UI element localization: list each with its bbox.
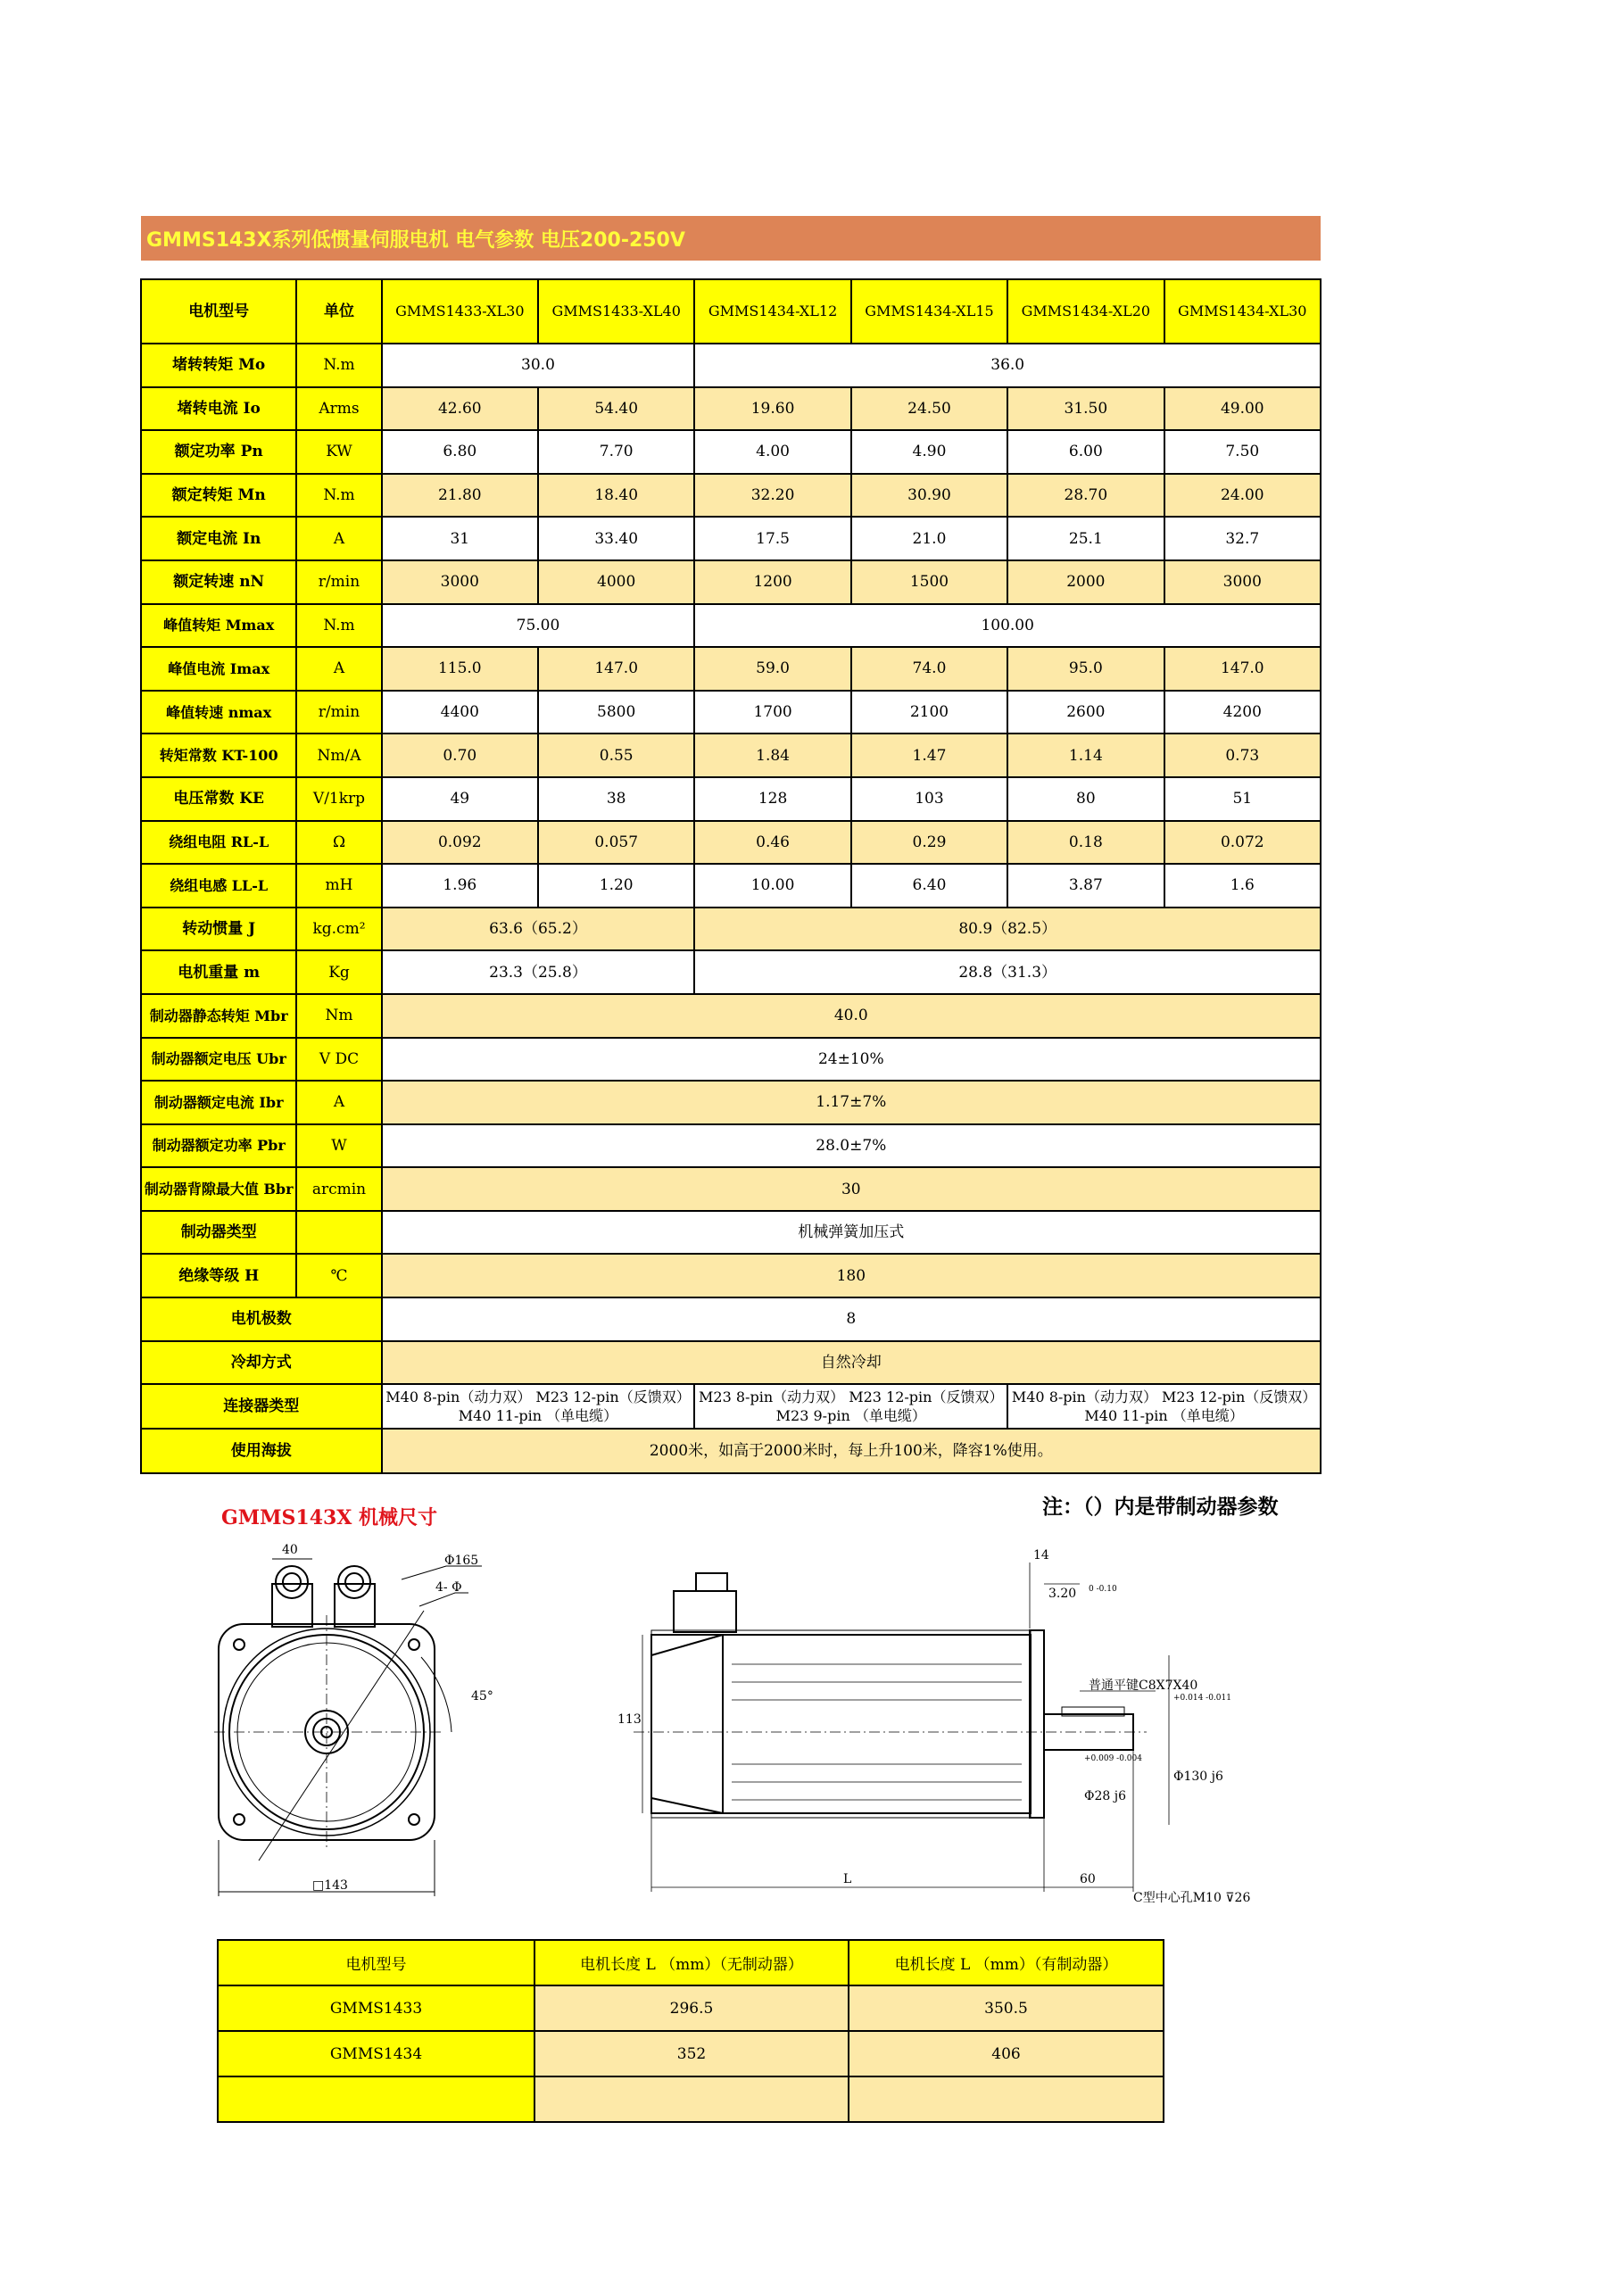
value-cell: 28.8（31.3） (694, 950, 1321, 994)
header-model: GMMS1434-XL12 (694, 279, 850, 344)
value-cell: 0.072 (1164, 821, 1321, 865)
value-cell: 8 (382, 1297, 1321, 1341)
value-cell: 49.00 (1164, 387, 1321, 431)
value-cell: 18.40 (538, 474, 694, 518)
value-cell: 32.7 (1164, 517, 1321, 560)
table-row (141, 1341, 1321, 1385)
value-cell: 1.47 (851, 734, 1007, 777)
length-cell (534, 2076, 849, 2122)
value-cell: 10.00 (694, 864, 850, 908)
row-label: 转矩常数 KT-100 (141, 734, 296, 777)
value-cell: 24.50 (851, 387, 1007, 431)
row-unit: Nm/A (296, 734, 381, 777)
connector-cell: M40 8-pin（动力双） M23 12-pin（反馈双） M40 11-pin （单电缆） (382, 1384, 695, 1429)
table-row (141, 1038, 1321, 1082)
row-unit: N.m (296, 344, 381, 387)
length-cell: 352 (534, 2031, 849, 2076)
header-model: GMMS1433-XL30 (382, 279, 538, 344)
table-row (141, 950, 1321, 994)
table-row (141, 908, 1321, 951)
value-cell: 7.70 (538, 430, 694, 474)
length-table (217, 1939, 1164, 2123)
value-cell: 4200 (1164, 691, 1321, 734)
header-model: GMMS1433-XL40 (538, 279, 694, 344)
value-cell: 0.18 (1007, 821, 1164, 865)
dim-14: 14 (1033, 1548, 1049, 1562)
row-unit: N.m (296, 604, 381, 648)
title-bar (141, 216, 1321, 261)
row-label: 峰值电流 Imax (141, 647, 296, 691)
row-unit (296, 1211, 381, 1255)
spec-table (140, 278, 1322, 1474)
row-unit: V/1krp (296, 777, 381, 821)
value-cell: 17.5 (694, 517, 850, 560)
value-cell: 1.6 (1164, 864, 1321, 908)
dim-320-tol: 0 -0.10 (1089, 1585, 1117, 1594)
dimension-title: GMMS143X 机械尺寸 (221, 1506, 438, 1529)
length-cell: 350.5 (849, 1985, 1164, 2031)
mechanical-drawing (187, 1530, 1356, 1914)
value-cell: 95.0 (1007, 647, 1164, 691)
row-unit: A (296, 517, 381, 560)
row-label: 额定转速 nN (141, 560, 296, 604)
row-label: 额定功率 Pn (141, 430, 296, 474)
row-unit: r/min (296, 560, 381, 604)
dim-60: 60 (1080, 1872, 1096, 1886)
row-label: 转动惯量 J (141, 908, 296, 951)
value-cell: 30.0 (382, 344, 695, 387)
note: 注：（）内是带制动器参数 (1042, 1495, 1279, 1519)
side-view (634, 1562, 1169, 1892)
table-row (141, 474, 1321, 518)
table-row (141, 691, 1321, 734)
table-row (141, 994, 1321, 1038)
row-unit: V DC (296, 1038, 381, 1082)
row-unit: r/min (296, 691, 381, 734)
length-header: 电机长度 L （mm）（无制动器） (534, 1940, 849, 1985)
row-label: 制动器静态转矩 Mbr (141, 994, 296, 1038)
row-unit: N.m (296, 474, 381, 518)
value-cell: 6.40 (851, 864, 1007, 908)
value-cell: 1.14 (1007, 734, 1164, 777)
row-label: 额定转矩 Mn (141, 474, 296, 518)
value-cell: 0.29 (851, 821, 1007, 865)
table-row (141, 560, 1321, 604)
dim-d28-tol: +0.009 -0.004 (1084, 1754, 1142, 1763)
value-cell: 0.057 (538, 821, 694, 865)
value-cell: 38 (538, 777, 694, 821)
length-cell: GMMS1434 (218, 2031, 534, 2076)
length-header-row (218, 1940, 1164, 1985)
value-cell: 3000 (1164, 560, 1321, 604)
value-cell: 2600 (1007, 691, 1164, 734)
row-label: 峰值转速 nmax (141, 691, 296, 734)
table-row (141, 1124, 1321, 1168)
table-row (141, 387, 1321, 431)
value-cell: 1.17±7% (382, 1081, 1321, 1124)
row-label: 堵转电流 Io (141, 387, 296, 431)
value-cell: 100.00 (694, 604, 1321, 648)
value-cell: 49 (382, 777, 538, 821)
dim-L: L (843, 1872, 852, 1886)
value-cell: 0.70 (382, 734, 538, 777)
value-cell: 59.0 (694, 647, 850, 691)
value-cell: 0.55 (538, 734, 694, 777)
table-row (141, 821, 1321, 865)
dim-113: 113 (617, 1712, 642, 1727)
value-cell: 31 (382, 517, 538, 560)
value-cell: 1.20 (538, 864, 694, 908)
value-cell: 115.0 (382, 647, 538, 691)
length-cell (218, 2076, 534, 2122)
value-cell: 24.00 (1164, 474, 1321, 518)
value-cell: 7.50 (1164, 430, 1321, 474)
table-row (141, 604, 1321, 648)
length-cell: GMMS1433 (218, 1985, 534, 2031)
value-cell: 30 (382, 1167, 1321, 1211)
connector-cell: M40 8-pin（动力双） M23 12-pin（反馈双） M40 11-pin （单电缆） (1007, 1384, 1321, 1429)
value-cell: 28.0±7% (382, 1124, 1321, 1168)
value-cell: 0.73 (1164, 734, 1321, 777)
row-unit: KW (296, 430, 381, 474)
length-header: 电机长度 L （mm）（有制动器） (849, 1940, 1164, 1985)
dim-d165: Φ165 (444, 1554, 479, 1568)
dim-d130: Φ130 j6 (1173, 1770, 1223, 1784)
row-label: 制动器背隙最大值 Bbr (141, 1167, 296, 1211)
center-hole-label: C型中心孔M10 ⊽26 (1133, 1891, 1251, 1905)
value-cell: 28.70 (1007, 474, 1164, 518)
value-cell: 36.0 (694, 344, 1321, 387)
value-cell: 3.87 (1007, 864, 1164, 908)
length-cell: 296.5 (534, 1985, 849, 2031)
row-unit: Arms (296, 387, 381, 431)
value-cell: 21.80 (382, 474, 538, 518)
table-row (141, 864, 1321, 908)
row-label: 制动器类型 (141, 1211, 296, 1255)
value-cell: 40.0 (382, 994, 1321, 1038)
value-cell: 5800 (538, 691, 694, 734)
value-cell: 54.40 (538, 387, 694, 431)
row-unit: Kg (296, 950, 381, 994)
value-cell: 51 (1164, 777, 1321, 821)
row-unit: A (296, 647, 381, 691)
row-unit: mH (296, 864, 381, 908)
table-row (141, 1429, 1321, 1473)
row-label: 电机极数 (141, 1297, 382, 1341)
value-cell: 1200 (694, 560, 850, 604)
value-cell: 75.00 (382, 604, 695, 648)
row-label: 堵转转矩 Mo (141, 344, 296, 387)
table-row (141, 1167, 1321, 1211)
value-cell: 6.80 (382, 430, 538, 474)
row-unit: Ω (296, 821, 381, 865)
value-cell: 32.20 (694, 474, 850, 518)
row-label: 连接器类型 (141, 1384, 382, 1429)
value-cell: 6.00 (1007, 430, 1164, 474)
table-row (141, 777, 1321, 821)
length-header: 电机型号 (218, 1940, 534, 1985)
row-label: 绕组电感 LL-L (141, 864, 296, 908)
dim-holes: 4- Φ (435, 1580, 462, 1595)
value-cell: 74.0 (851, 647, 1007, 691)
row-label: 绕组电阻 RL-L (141, 821, 296, 865)
table-row (141, 517, 1321, 560)
row-label: 制动器额定功率 Pbr (141, 1124, 296, 1168)
value-cell: 80.9（82.5） (694, 908, 1321, 951)
value-cell: 63.6（65.2） (382, 908, 695, 951)
table-row (141, 344, 1321, 387)
header-model: GMMS1434-XL30 (1164, 279, 1321, 344)
value-cell: 25.1 (1007, 517, 1164, 560)
value-cell: 21.0 (851, 517, 1007, 560)
value-cell: 147.0 (538, 647, 694, 691)
row-unit: arcmin (296, 1167, 381, 1211)
value-cell: 0.092 (382, 821, 538, 865)
dim-d130-tol: +0.014 -0.011 (1173, 1694, 1231, 1703)
header-model: GMMS1434-XL15 (851, 279, 1007, 344)
dim-40: 40 (282, 1543, 298, 1557)
value-cell: 24±10% (382, 1038, 1321, 1082)
value-cell: 1.84 (694, 734, 850, 777)
table-row (141, 1211, 1321, 1255)
header-unit: 单位 (296, 279, 381, 344)
table-row (141, 430, 1321, 474)
value-cell: 103 (851, 777, 1007, 821)
row-label: 电压常数 KE (141, 777, 296, 821)
table-row (141, 1384, 1321, 1429)
value-cell: 128 (694, 777, 850, 821)
row-label: 制动器额定电压 Ubr (141, 1038, 296, 1082)
value-cell: 1700 (694, 691, 850, 734)
row-label: 冷却方式 (141, 1341, 382, 1385)
row-label: 电机重量 m (141, 950, 296, 994)
value-cell: 147.0 (1164, 647, 1321, 691)
table-row (141, 1081, 1321, 1124)
page-title: GMMS143X系列低惯量伺服电机 电气参数 电压200-250V (146, 229, 685, 252)
length-row (218, 1985, 1164, 2031)
value-cell: 2000 (1007, 560, 1164, 604)
row-unit: W (296, 1124, 381, 1168)
row-label: 峰值转矩 Mmax (141, 604, 296, 648)
dim-320: 3.20 (1048, 1587, 1077, 1601)
header-row (141, 279, 1321, 344)
value-cell: 180 (382, 1254, 1321, 1297)
value-cell: 0.46 (694, 821, 850, 865)
row-label: 使用海拔 (141, 1429, 382, 1473)
row-unit: A (296, 1081, 381, 1124)
value-cell: 1500 (851, 560, 1007, 604)
row-unit: Nm (296, 994, 381, 1038)
length-cell: 406 (849, 2031, 1164, 2076)
dim-143: □143 (312, 1878, 348, 1893)
row-unit: kg.cm² (296, 908, 381, 951)
value-cell: 23.3（25.8） (382, 950, 695, 994)
length-row (218, 2031, 1164, 2076)
table-row (141, 647, 1321, 691)
value-cell: 4400 (382, 691, 538, 734)
value-cell: 机械弹簧加压式 (382, 1211, 1321, 1255)
header-label: 电机型号 (141, 279, 296, 344)
table-row (141, 734, 1321, 777)
value-cell: 19.60 (694, 387, 850, 431)
value-cell: 33.40 (538, 517, 694, 560)
table-row (141, 1254, 1321, 1297)
front-view (214, 1559, 482, 1896)
value-cell: 80 (1007, 777, 1164, 821)
connector-cell: M23 8-pin（动力双） M23 12-pin（反馈双） M23 9-pin （单电缆） (694, 1384, 1007, 1429)
value-cell: 30.90 (851, 474, 1007, 518)
value-cell: 1.96 (382, 864, 538, 908)
length-row (218, 2076, 1164, 2122)
key-label: 普通平键C8X7X40 (1089, 1678, 1198, 1693)
value-cell: 3000 (382, 560, 538, 604)
dim-angle: 45° (471, 1689, 493, 1703)
row-label: 绝缘等级 H (141, 1254, 296, 1297)
length-cell (849, 2076, 1164, 2122)
row-unit: ℃ (296, 1254, 381, 1297)
header-model: GMMS1434-XL20 (1007, 279, 1164, 344)
value-cell: 2100 (851, 691, 1007, 734)
value-cell: 4.00 (694, 430, 850, 474)
table-row (141, 1297, 1321, 1341)
value-cell: 2000米，如高于2000米时，每上升100米，降容1%使用。 (382, 1429, 1321, 1473)
value-cell: 4.90 (851, 430, 1007, 474)
value-cell: 42.60 (382, 387, 538, 431)
value-cell: 自然冷却 (382, 1341, 1321, 1385)
value-cell: 4000 (538, 560, 694, 604)
value-cell: 31.50 (1007, 387, 1164, 431)
row-label: 制动器额定电流 Ibr (141, 1081, 296, 1124)
dim-d28: Φ28 j6 (1084, 1789, 1126, 1803)
row-label: 额定电流 In (141, 517, 296, 560)
